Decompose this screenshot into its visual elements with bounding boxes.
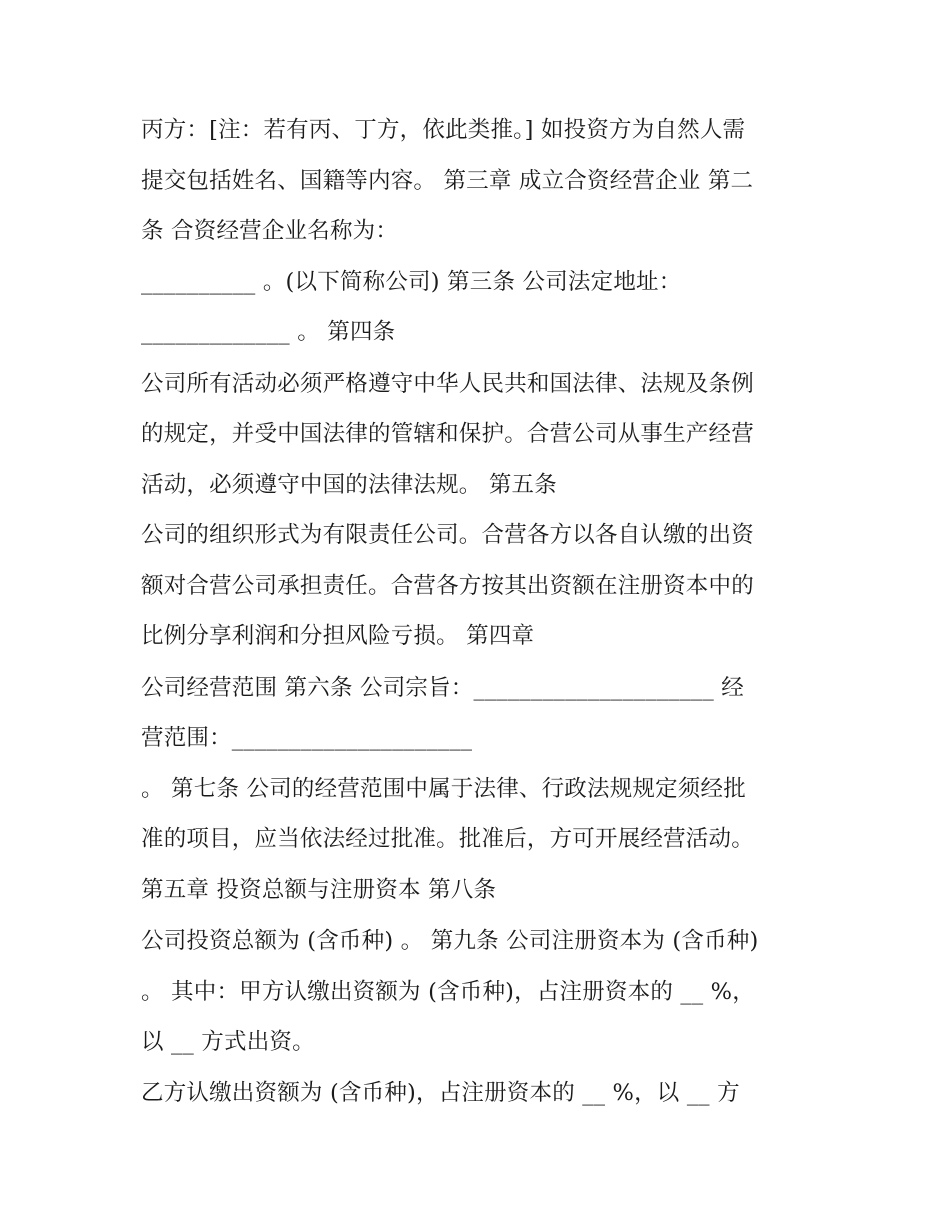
text-line: 乙方认缴出资额为 (含币种)，占注册资本的 __ %，以 __ 方 (141, 1080, 740, 1106)
text-line: 以 __ 方式出资。 (141, 1029, 315, 1055)
text-line: __________ 。(以下简称公司) 第三条 公司法定地址： (141, 269, 682, 295)
text-line: 。 第七条 公司的经营范围中属于法律、行政法规规定须经批 (141, 776, 746, 802)
text-line: 活动，必须遵守中国的法律法规。 第五条 (141, 472, 557, 498)
text-line: 第五章 投资总额与注册资本 第八条 (141, 877, 497, 903)
text-line: 准的项目，应当依法经过批准。批准后，方可开展经营活动。 (141, 826, 754, 852)
text-line: 公司投资总额为 (含币种) 。 第九条 公司注册资本为 (含币种) (141, 928, 759, 954)
text-line: 额对合营公司承担责任。合营各方按其出资额在注册资本中的 (141, 573, 754, 599)
text-line: 比例分享利润和分担风险亏损。 第四章 (141, 623, 535, 649)
text-line: 的规定，并受中国法律的管辖和保护。合营公司从事生产经营 (141, 421, 754, 447)
text-line: 公司所有活动必须严格遵守中华人民共和国法律、法规及条例 (141, 371, 754, 397)
text-line: 提交包括姓名、国籍等内容。 第三章 成立合资经营企业 第二 (141, 168, 754, 194)
text-line: 条 合资经营企业名称为： (141, 218, 399, 244)
text-line: 丙方：[注：若有丙、丁方，依此类推。] 如投资方为自然人需 (141, 117, 746, 143)
text-line: _____________ 。 第四条 (141, 319, 396, 345)
text-line: 。 其中：甲方认缴出资额为 (含币种)，占注册资本的 __ %， (141, 979, 755, 1005)
text-line: 公司经营范围 第六条 公司宗旨：_____________________ 经 (141, 675, 745, 701)
text-line: 公司的组织形式为有限责任公司。合营各方以各自认缴的出资 (141, 522, 754, 548)
text-line: 营范围：_____________________ (141, 725, 473, 751)
